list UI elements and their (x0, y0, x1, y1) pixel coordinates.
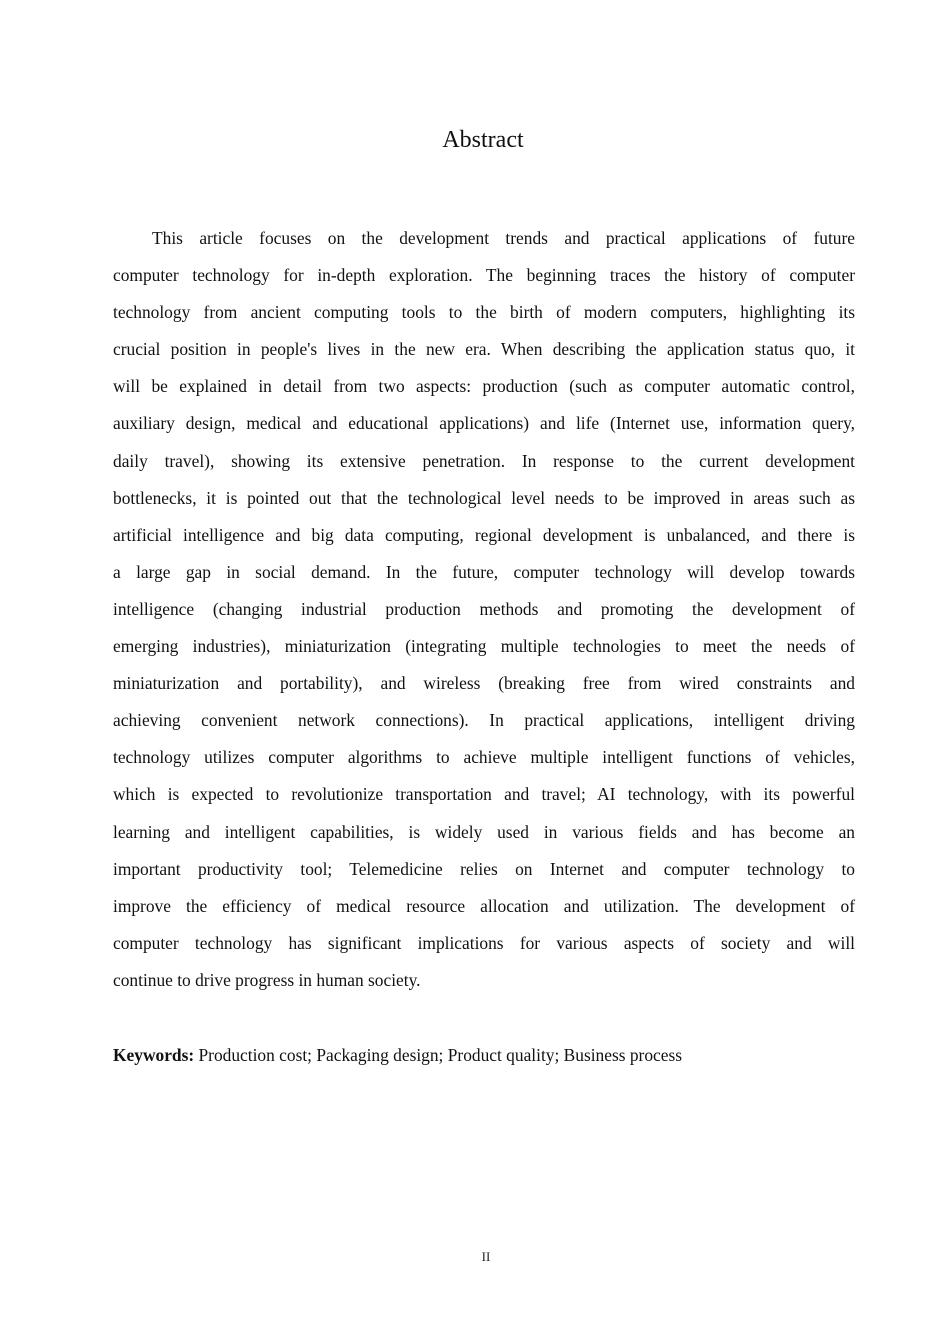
body-line: intelligence (changing industrial production methods and promoting the development of (113, 598, 855, 619)
body-line: important productivity tool; Telemedicine relies on Internet and computer technology to (113, 858, 855, 879)
body-line: This article focuses on the development trends and practical applications of future (152, 228, 855, 248)
body-line: will be explained in detail from two aspects: production (such as computer automatic control, (113, 376, 855, 397)
body-line: artificial intelligence and big data computing, regional development is unbalanced, and there is (113, 524, 855, 545)
body-line: continue to drive progress in human society. (113, 969, 421, 990)
body-line: which is expected to revolutionize transportation and travel; AI technology, with its powerful (113, 784, 855, 805)
body-line: technology from ancient computing tools to the birth of modern computers, highlighting its (113, 302, 855, 323)
body-line: learning and intelligent capabilities, is widely used in various fields and has become an (113, 821, 855, 842)
body-line: achieving convenient network connections). In practical applications, intelligent driving (113, 710, 855, 731)
keywords-text: Production cost; Packaging design; Product quality; Business process (194, 1045, 683, 1065)
body-line: emerging industries), miniaturization (integrating multiple technologies to meet the needs of (113, 636, 855, 657)
abstract-title: Abstract (442, 127, 524, 153)
body-line: improve the efficiency of medical resource allocation and utilization. The development of (113, 895, 855, 916)
keywords-section (113, 1043, 855, 1067)
abstract-body (113, 226, 855, 1005)
body-line: miniaturization and portability), and wireless (breaking free from wired constraints and (113, 673, 855, 694)
body-line: daily travel), showing its extensive penetration. In response to the current development (113, 450, 855, 471)
keywords-label: Keywords: (113, 1045, 195, 1065)
body-line: technology utilizes computer algorithms to achieve multiple intelligent functions of vehicles, (113, 747, 855, 768)
body-line: computer technology has significant implications for various aspects of society and will (113, 932, 855, 953)
body-line: crucial position in people's lives in the new era. When describing the application status quo, it (113, 339, 855, 360)
body-line: a large gap in social demand. In the future, computer technology will develop towards (113, 561, 855, 582)
body-line: computer technology for in-depth exploration. The beginning traces the history of computer (113, 265, 855, 286)
body-line: bottlenecks, it is pointed out that the technological level needs to be improved in areas such as (113, 487, 855, 508)
body-line: auxiliary design, medical and educational applications) and life (Internet use, information query, (113, 413, 855, 434)
page-number: II (481, 1249, 491, 1264)
